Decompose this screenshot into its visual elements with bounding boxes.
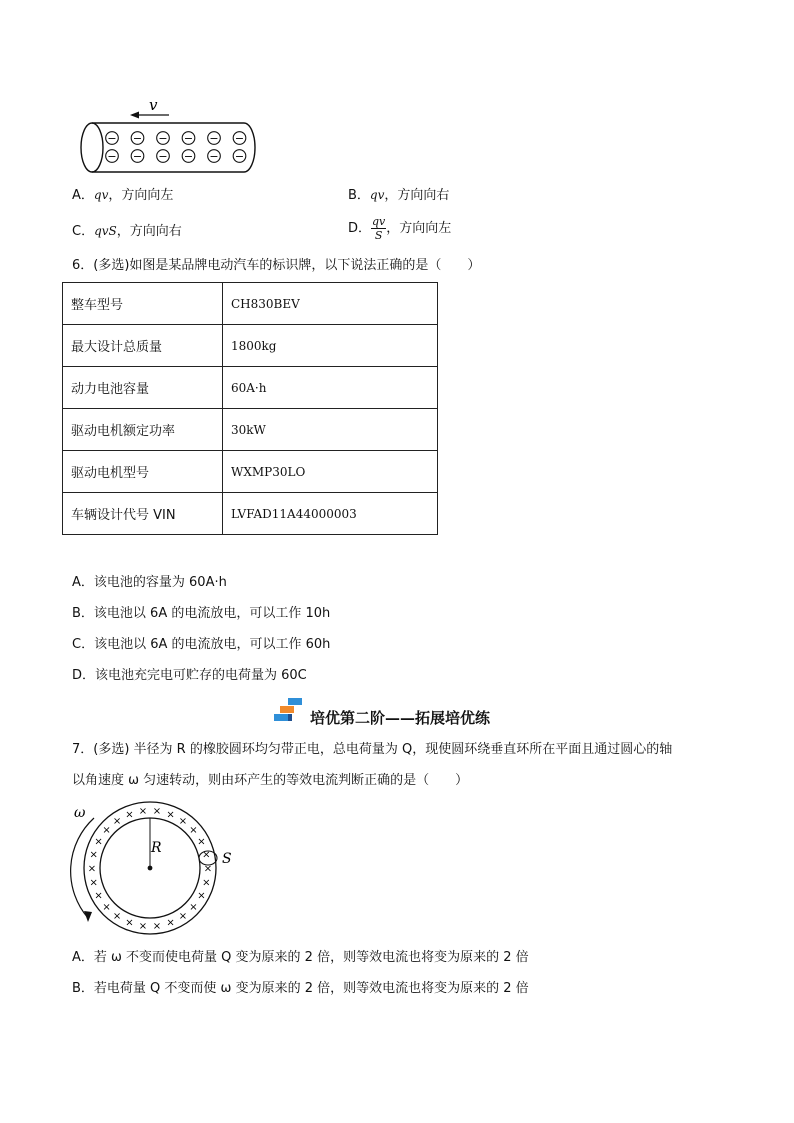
positive-charge-mark: × [203, 863, 213, 875]
q6-option-b[interactable]: B．该电池以 6A 的电流放电，可以工作 10h [72, 606, 331, 621]
table-row: 车辆设计代号 VIN LVFAD11A44000003 [63, 493, 438, 535]
positive-charge-mark: × [178, 815, 188, 827]
section-logo-icon [274, 697, 306, 723]
positive-charge-mark: × [125, 809, 134, 821]
table-row: 动力电池容量 60A·h [63, 367, 438, 409]
velocity-label: v [149, 96, 158, 114]
negative-charge-sign: − [234, 150, 245, 163]
vehicle-spec-table [62, 282, 438, 535]
tube-left-end [81, 123, 103, 172]
positive-charge-mark: × [102, 825, 111, 836]
positive-charge-mark: × [94, 836, 103, 848]
positive-charge-mark: × [189, 902, 198, 913]
q7-ring-figure [68, 800, 248, 940]
tube-right-end [244, 123, 255, 172]
positive-charge-mark: × [125, 917, 134, 929]
section-title: 培优第二阶——拓展培优练 [310, 709, 491, 727]
table-row: 整车型号 CH830BEV [63, 283, 438, 325]
positive-charge-mark: × [152, 805, 162, 817]
q6-option-d[interactable]: D．该电池充完电可贮存的电荷量为 60C [72, 668, 307, 683]
positive-charge-mark: × [138, 805, 148, 817]
negative-charge-sign: − [209, 150, 219, 163]
positive-charge-mark: × [89, 849, 98, 861]
positive-charge-mark: × [202, 877, 211, 889]
positive-charge-mark: × [178, 911, 188, 923]
q6-stem: 6．(多选)如图是某品牌电动汽车的标识牌，以下说法正确的是（ ） [72, 258, 481, 273]
negative-charge-sign: − [158, 132, 168, 145]
q7-option-a[interactable]: A．若 ω 不变而使电荷量 Q 变为原来的 2 倍，则等效电流也将变为原来的 2 倍 [72, 950, 529, 965]
positive-charge-mark: × [138, 921, 148, 933]
q5-option-a[interactable]: A．qv，方向向左 [72, 188, 174, 203]
q6-option-c[interactable]: C．该电池以 6A 的电流放电，可以工作 60h [72, 637, 331, 652]
positive-charge-mark: × [166, 809, 175, 821]
q7-option-b[interactable]: B．若电荷量 Q 不变而使 ω 变为原来的 2 倍，则等效电流也将变为原来的 2 倍 [72, 981, 529, 996]
negative-charge-sign: − [183, 132, 194, 145]
negative-charge-sign: − [132, 150, 143, 163]
negative-charge-sign: − [107, 150, 117, 163]
q5-option-c[interactable]: C．qvS，方向向右 [72, 224, 182, 239]
table-row: 最大设计总质量 1800kg [63, 325, 438, 367]
table-row: 驱动电机额定功率 30kW [63, 409, 438, 451]
negative-charge-sign: − [132, 132, 143, 145]
positive-charge-mark: × [94, 890, 103, 902]
fraction-qv-over-s: $\frac{qv}{S}$ [372, 215, 386, 242]
positive-charge-mark: × [166, 917, 175, 929]
negative-charge-sign: − [158, 150, 168, 163]
q5-option-d[interactable]: D． $\frac{qv}{S}$ ，方向向左 [348, 215, 452, 242]
negative-charges [106, 132, 246, 163]
positive-charge-mark: × [197, 890, 206, 902]
positive-charge-mark: × [197, 836, 206, 848]
positive-charge-mark: × [189, 825, 198, 836]
q5-tube-figure [72, 95, 262, 175]
radius-label: R [151, 840, 162, 856]
table-row: 驱动电机型号 WXMP30LO [63, 451, 438, 493]
omega-label: ω [74, 805, 86, 821]
positive-charge-mark: × [112, 815, 122, 827]
negative-charge-sign: − [183, 150, 194, 163]
q7-stem-line1: 7．(多选) 半径为 R 的橡胶圆环均匀带正电，总电荷量为 Q，现使圆环绕垂直环所在平面且通过圆心的轴 [72, 742, 673, 757]
q6-option-a[interactable]: A．该电池的容量为 60A·h [72, 575, 227, 590]
positive-charge-mark: × [102, 902, 111, 913]
center-dot [148, 866, 153, 871]
negative-charge-sign: − [234, 132, 245, 145]
positive-charge-mark: × [152, 921, 162, 933]
section-s-label: S [222, 851, 232, 867]
velocity-arrow-head [130, 112, 139, 119]
negative-charge-sign: − [107, 132, 117, 145]
q5-option-b[interactable]: B．qv，方向向右 [348, 188, 450, 203]
positive-charge-mark: × [112, 911, 122, 923]
negative-charge-sign: − [209, 132, 219, 145]
positive-charge-mark: × [87, 863, 97, 875]
positive-charge-mark: × [202, 849, 211, 861]
positive-charge-mark: × [89, 877, 98, 889]
q7-stem-line2: 以角速度 ω 匀速转动，则由环产生的等效电流判断正确的是（ ） [72, 773, 469, 788]
